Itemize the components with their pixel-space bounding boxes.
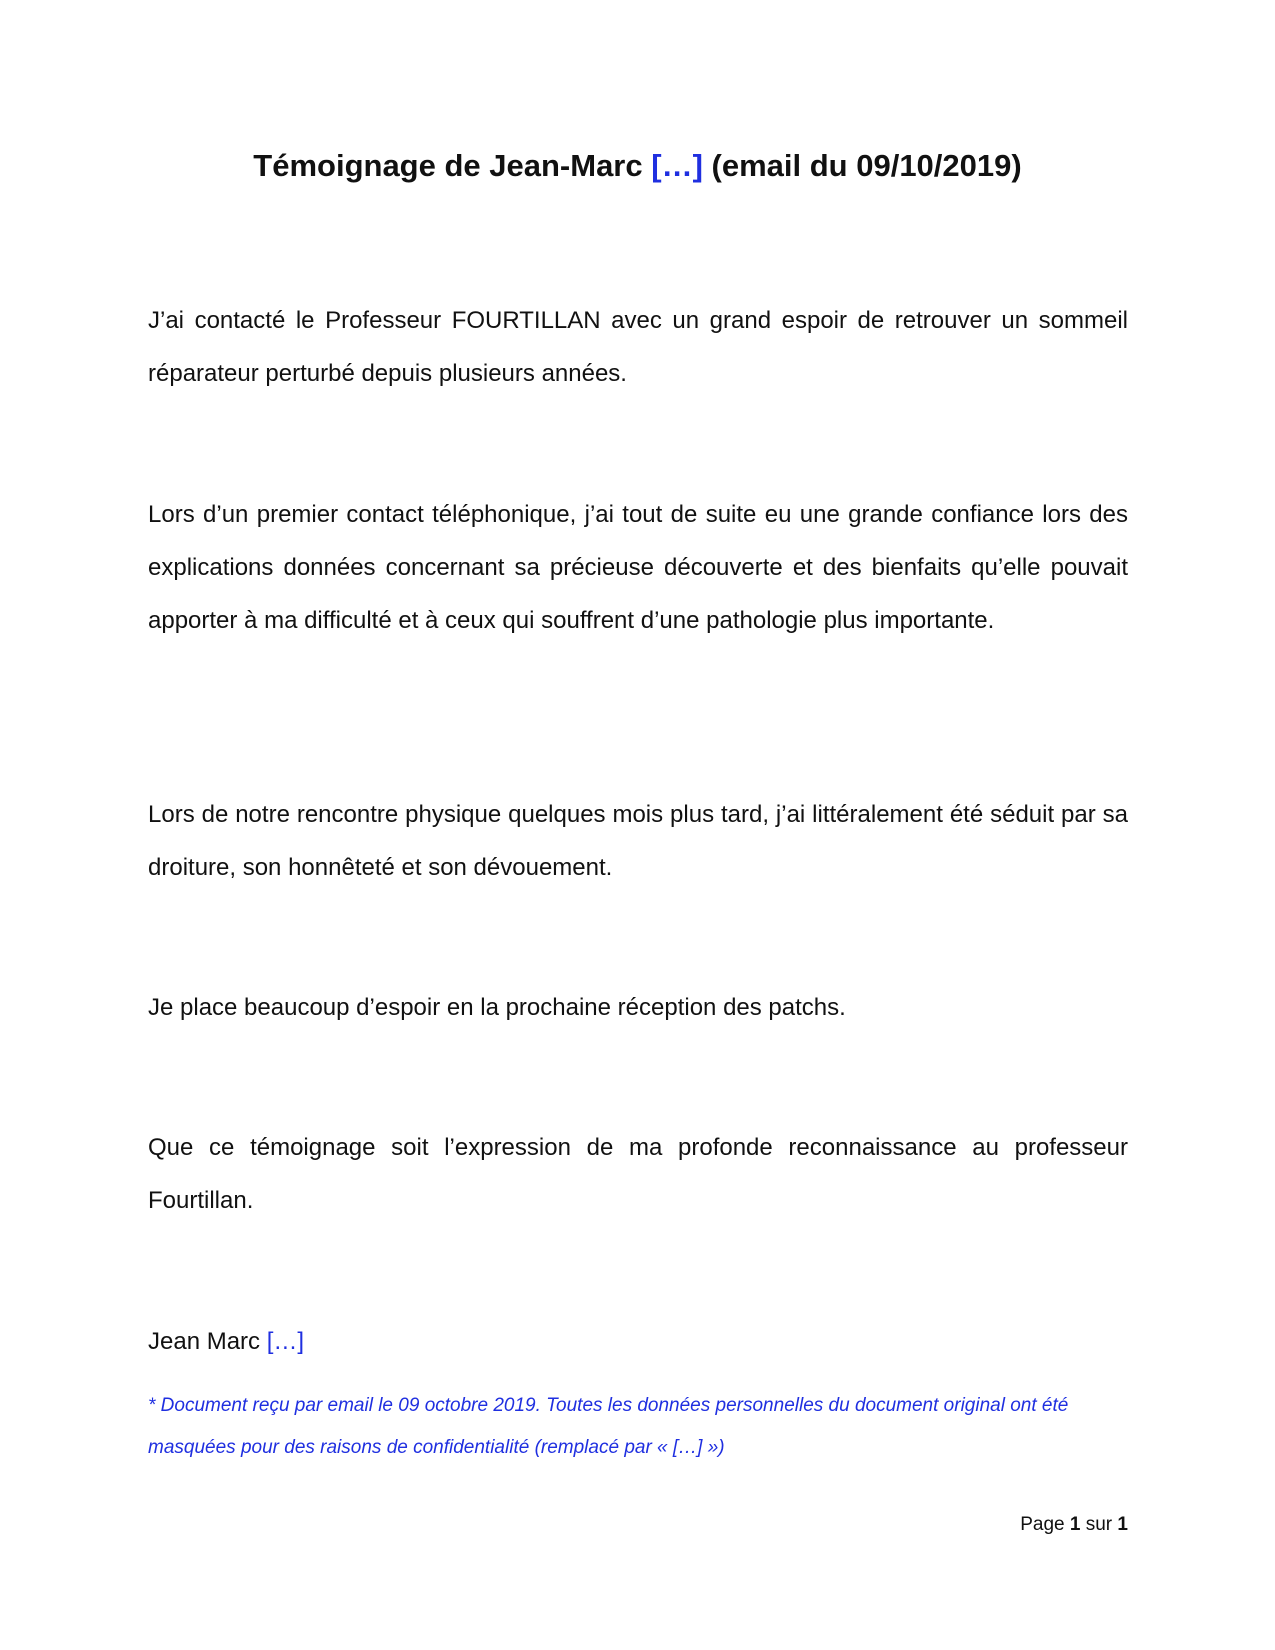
- title-prefix: Témoignage de Jean-Marc: [253, 148, 643, 183]
- signature-redacted-marker: […]: [266, 1328, 305, 1355]
- title-suffix: (email du 09/10/2019): [711, 148, 1022, 183]
- signature: [148, 1315, 304, 1368]
- page-number: [1020, 1514, 1128, 1536]
- page-label-prefix: Page: [1020, 1514, 1065, 1535]
- footnote: * Document reçu par email le 09 octobre 2019. Toutes les données personnelles du document original ont été masquées pour des raisons de confidentialité (remplacé par « […] »): [148, 1395, 1069, 1458]
- paragraph-2: Lors d’un premier contact téléphonique, j’ai tout de suite eu une grande confiance lors des explications données concernant sa précieuse découverte et des bienfaits qu’elle pouvait apporter à ma difficulté et à ceux qui souffrent d’une pathologie plus importante.: [148, 501, 1128, 634]
- page-current: 1: [1069, 1514, 1081, 1535]
- signature-name: Jean Marc: [148, 1328, 261, 1355]
- paragraph-4: Je place beaucoup d’espoir en la prochaine réception des patchs.: [148, 994, 846, 1021]
- paragraph-5: Que ce témoignage soit l’expression de ma profonde reconnaissance au professeur Fourtillan.: [148, 1134, 1128, 1214]
- page-label-middle: sur: [1085, 1514, 1113, 1535]
- title-redacted-marker: […]: [651, 148, 703, 183]
- page-total: 1: [1117, 1514, 1128, 1535]
- document-title: [0, 148, 1275, 184]
- paragraph-1: J’ai contacté le Professeur FOURTILLAN avec un grand espoir de retrouver un sommeil réparateur perturbé depuis plusieurs années.: [148, 307, 1128, 387]
- paragraph-3: Lors de notre rencontre physique quelques mois plus tard, j’ai littéralement été séduit par sa droiture, son honnêteté et son dévouement.: [148, 801, 1128, 881]
